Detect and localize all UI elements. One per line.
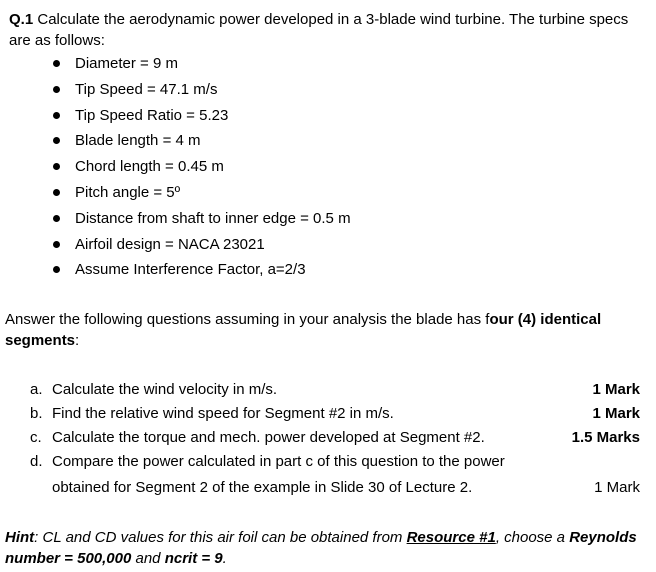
sub-question-marks: 1 Mark bbox=[592, 381, 640, 398]
question-heading bbox=[9, 9, 639, 51]
spec-item: Tip Speed = 47.1 m/s bbox=[52, 80, 351, 106]
sub-question-letter: c. bbox=[30, 429, 42, 446]
sub-question-marks: 1 Mark bbox=[592, 405, 640, 422]
hint-text: and bbox=[131, 550, 165, 567]
sub-question-text: obtained for Segment 2 of the example in Slide 30 of Lecture 2. bbox=[52, 479, 473, 496]
sub-question-b bbox=[30, 404, 640, 428]
spec-item: Assume Interference Factor, a=2/3 bbox=[52, 260, 351, 286]
spec-item: Chord length = 0.45 m bbox=[52, 157, 351, 183]
hint-text: , choose a bbox=[495, 529, 570, 546]
ncrit-value: ncrit = 9 bbox=[164, 550, 223, 567]
hint-label: Hint bbox=[5, 529, 35, 546]
sub-question-d bbox=[30, 452, 640, 478]
question-number: Q.1 bbox=[9, 11, 34, 28]
answer-prefix: Answer the following questions assuming in your analysis the blade has f bbox=[5, 311, 490, 328]
answer-suffix: : bbox=[75, 332, 80, 349]
sub-question-text: Calculate the wind velocity in m/s. bbox=[52, 381, 278, 398]
sub-question-letter: b. bbox=[30, 405, 43, 422]
sub-question-list bbox=[30, 380, 640, 502]
resource-link[interactable]: Resource #1 bbox=[406, 529, 496, 546]
sub-question-text: Calculate the torque and mech. power developed at Segment #2. bbox=[52, 429, 485, 446]
sub-question-c bbox=[30, 428, 640, 452]
spec-item: Pitch angle = 5º bbox=[52, 183, 351, 209]
question-text: Calculate the aerodynamic power developed in a 3-blade wind turbine. The turbine specs are as follows: bbox=[9, 11, 629, 49]
spec-item: Airfoil design = NACA 23021 bbox=[52, 235, 351, 261]
sub-question-marks: 1.5 Marks bbox=[571, 429, 640, 446]
sub-question-d-continued bbox=[30, 478, 640, 502]
spec-item: Diameter = 9 m bbox=[52, 54, 351, 80]
spec-list bbox=[52, 54, 351, 286]
sub-question-text: Compare the power calculated in part c of this question to the power bbox=[52, 453, 505, 470]
sub-question-a bbox=[30, 380, 640, 404]
sub-question-text: Find the relative wind speed for Segment #2 in m/s. bbox=[52, 405, 394, 422]
spec-item: Blade length = 4 m bbox=[52, 131, 351, 157]
sub-question-letter: a. bbox=[30, 381, 43, 398]
spec-item: Tip Speed Ratio = 5.23 bbox=[52, 106, 351, 132]
reynolds-number: Reynolds number = 500,000 bbox=[5, 529, 637, 567]
sub-question-marks: 1 Mark bbox=[594, 479, 640, 496]
sub-question-letter: d. bbox=[30, 453, 43, 470]
hint-text: : CL and CD values for this air foil can be obtained from bbox=[34, 529, 407, 546]
spec-item: Distance from shaft to inner edge = 0.5 m bbox=[52, 209, 351, 235]
answer-instructions bbox=[5, 309, 645, 351]
hint-paragraph bbox=[5, 527, 645, 569]
hint-text: . bbox=[222, 550, 227, 567]
answer-bold: our (4) identical segments bbox=[5, 311, 602, 349]
